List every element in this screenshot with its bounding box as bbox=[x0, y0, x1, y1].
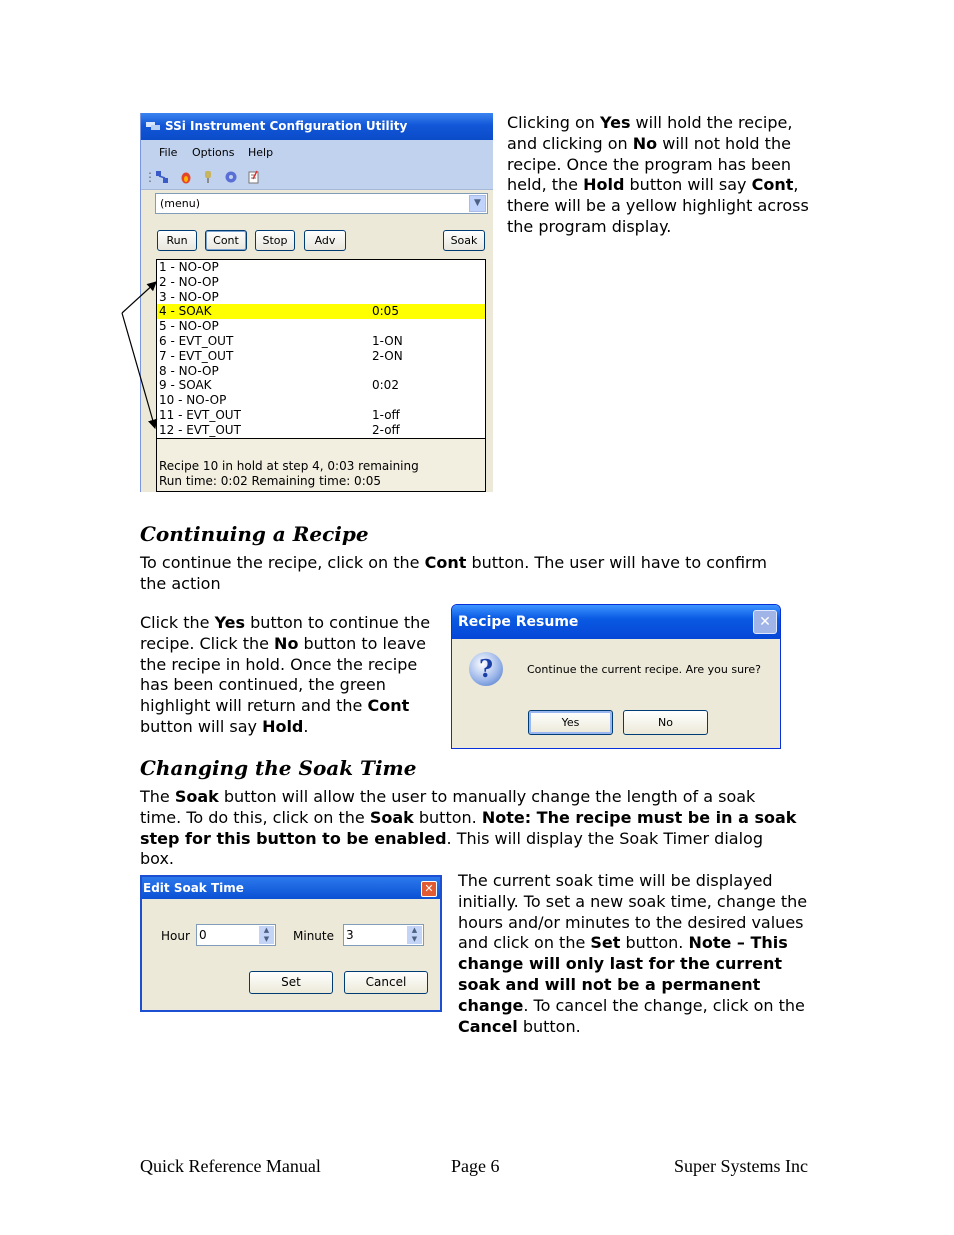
status-line-2: Run time: 0:02 Remaining time: 0:05 bbox=[159, 474, 382, 488]
hour-label: Hour bbox=[161, 929, 190, 943]
resume-title-bar bbox=[452, 605, 780, 639]
gear-icon[interactable] bbox=[224, 170, 238, 184]
continuing-intro: To continue the recipe, click on the Cont button. The user will have to confirm the action bbox=[140, 553, 767, 593]
ssi-title: SSi Instrument Configuration Utility bbox=[165, 119, 408, 133]
resume-message: Continue the current recipe. Are you sure? bbox=[527, 663, 761, 676]
step-row[interactable] bbox=[157, 319, 485, 335]
step-row[interactable] bbox=[157, 349, 485, 365]
resume-title: Recipe Resume bbox=[458, 614, 579, 630]
recipe-resume-dialog bbox=[451, 604, 781, 749]
yes-button[interactable]: Yes bbox=[528, 710, 613, 735]
continuing-heading: Continuing a Recipe bbox=[140, 522, 369, 546]
close-icon[interactable]: ✕ bbox=[753, 610, 777, 634]
step-label: 9 - SOAK bbox=[159, 378, 212, 393]
step-value: 1-off bbox=[372, 408, 400, 422]
menu-help[interactable]: Help bbox=[248, 146, 274, 159]
step-value: 2-ON bbox=[372, 348, 403, 363]
step-label: 5 - NO-OP bbox=[159, 319, 219, 334]
spin-arrows-icon[interactable]: ▲ ▼ bbox=[407, 926, 422, 944]
step-row[interactable] bbox=[157, 290, 485, 306]
step-label: 7 - EVT_OUT bbox=[159, 348, 234, 363]
step-row[interactable] bbox=[157, 260, 485, 276]
ssi-menu-bar bbox=[141, 140, 493, 166]
flame-icon[interactable] bbox=[179, 170, 193, 184]
step-label: 8 - NO-OP bbox=[159, 363, 219, 378]
soak-dialog-description: The current soak time will be displayed initially. To set a new soak time, change the hours and/or minutes to the desired values and click on the Set button. Note – This change will only last for the current soak and will not be a permanent change. To cancel the change, click on the Cancel button. bbox=[458, 871, 808, 1036]
cont-button[interactable]: Cont bbox=[205, 230, 247, 251]
network-icon[interactable] bbox=[155, 170, 169, 184]
step-value: 0:05 bbox=[372, 304, 399, 319]
continuing-description: Click the Yes button to continue the recipe. Click the No button to leave the recipe in hold. Once the recipe has been continued, the green highlight will return and the Cont button will say Hold. bbox=[140, 613, 431, 736]
step-value: 0:02 bbox=[372, 378, 399, 393]
soak-title-bar bbox=[142, 877, 440, 899]
spin-arrows-icon[interactable]: ▲ ▼ bbox=[259, 926, 274, 944]
ssi-title-bar bbox=[141, 113, 493, 140]
footer-right: Super Systems Inc bbox=[674, 1156, 808, 1176]
step-label: 11 - EVT_OUT bbox=[159, 408, 241, 422]
hour-spinner[interactable] bbox=[196, 924, 276, 946]
chevron-down-icon[interactable]: ▼ bbox=[469, 195, 486, 212]
arrow-to-row-12 bbox=[122, 313, 155, 428]
step-label: 4 - SOAK bbox=[159, 304, 212, 319]
question-icon: ? bbox=[469, 652, 503, 686]
minute-value: 3 bbox=[346, 928, 354, 942]
run-button[interactable]: Run bbox=[157, 230, 197, 251]
step-label: 6 - EVT_OUT bbox=[159, 334, 234, 348]
step-label: 3 - NO-OP bbox=[159, 289, 219, 304]
menu-combo-box[interactable] bbox=[155, 193, 488, 214]
soak-description: The Soak button will allow the user to manually change the length of a soak time. To do this, click on the Soak button. Note: The recipe must be in a soak step for this button to be enabled. This will display the Soak Timer dialog box. bbox=[140, 787, 797, 869]
stop-button[interactable]: Stop bbox=[255, 230, 295, 251]
step-row[interactable] bbox=[157, 423, 485, 439]
soak-title: Edit Soak Time bbox=[143, 881, 244, 895]
hold-description: Clicking on Yes will hold the recipe, and clicking on No will not hold the recipe. Once the program has been held, the Hold button will say Cont, there will be a yellow highlight across the program display. bbox=[507, 113, 809, 236]
step-value: 1-ON bbox=[372, 334, 403, 348]
minute-label: Minute bbox=[293, 929, 334, 943]
arrow-to-row-2 bbox=[122, 282, 156, 313]
program-step-list[interactable] bbox=[156, 259, 486, 492]
status-text bbox=[159, 459, 419, 489]
step-row[interactable] bbox=[157, 408, 485, 424]
soak-heading: Changing the Soak Time bbox=[140, 756, 417, 780]
soak-button[interactable]: Soak bbox=[443, 230, 485, 251]
menu-options[interactable]: Options bbox=[192, 146, 235, 159]
hour-value: 0 bbox=[199, 928, 207, 942]
minute-spinner[interactable] bbox=[343, 924, 424, 946]
cancel-button[interactable]: Cancel bbox=[344, 971, 428, 994]
toolbar-grip-icon: ⋮ bbox=[144, 170, 156, 184]
step-row[interactable] bbox=[157, 378, 485, 394]
set-button[interactable]: Set bbox=[249, 971, 333, 994]
app-icon bbox=[146, 120, 160, 132]
step-row-highlighted[interactable] bbox=[157, 304, 485, 320]
step-row[interactable] bbox=[157, 393, 485, 409]
step-label: 1 - NO-OP bbox=[159, 260, 219, 274]
step-label: 12 - EVT_OUT bbox=[159, 422, 241, 437]
footer-page-number: Page 6 bbox=[451, 1156, 500, 1176]
edit-soak-time-dialog bbox=[140, 875, 442, 1012]
ssi-utility-screenshot bbox=[140, 113, 493, 492]
footer-left: Quick Reference Manual bbox=[140, 1156, 321, 1176]
step-row[interactable] bbox=[157, 275, 485, 291]
close-icon[interactable]: ✕ bbox=[421, 881, 437, 897]
probe-icon[interactable] bbox=[201, 170, 215, 184]
step-row[interactable] bbox=[157, 364, 485, 380]
annotation-arrows bbox=[110, 270, 180, 440]
ssi-toolbar bbox=[141, 166, 493, 190]
menu-file[interactable]: File bbox=[159, 146, 178, 159]
no-button[interactable]: No bbox=[623, 710, 708, 735]
step-value: 2-off bbox=[372, 422, 400, 437]
notepad-icon[interactable] bbox=[247, 170, 261, 184]
step-row[interactable] bbox=[157, 334, 485, 350]
adv-button[interactable]: Adv bbox=[304, 230, 346, 251]
combo-value: (menu) bbox=[160, 197, 201, 210]
status-line-1: Recipe 10 in hold at step 4, 0:03 remaining bbox=[159, 459, 419, 473]
step-label: 10 - NO-OP bbox=[159, 393, 227, 408]
step-label: 2 - NO-OP bbox=[159, 274, 219, 289]
